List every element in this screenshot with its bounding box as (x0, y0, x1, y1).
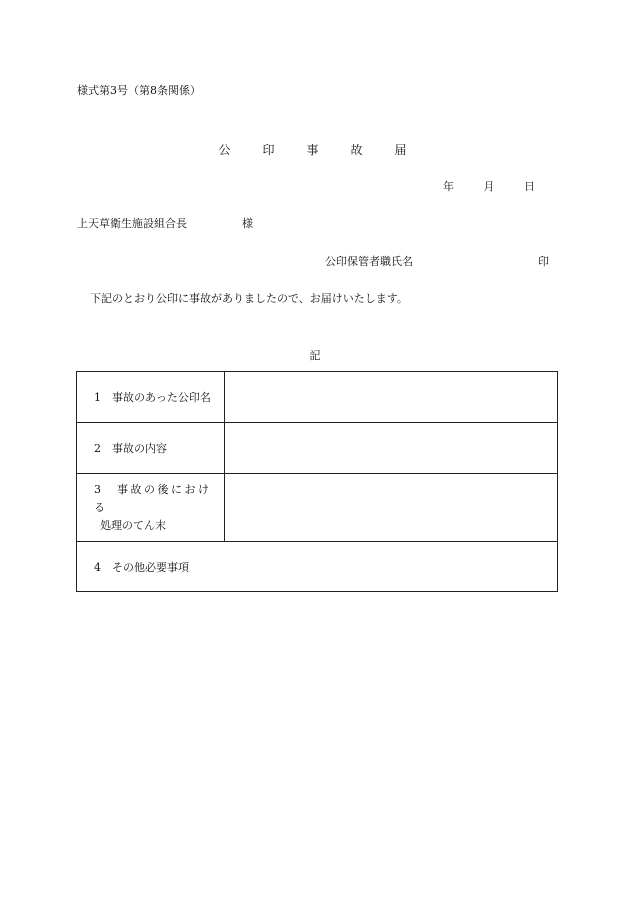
row-label-incident-details: 2 事故の内容 (77, 423, 225, 474)
addressee-name: 上天草衛生施設組合長 (77, 217, 187, 230)
row-label-line-2: 処理のてん末 (100, 518, 166, 532)
notice-text: 下記のとおり公印に事故がありましたので、お届けいたします。 (90, 292, 408, 305)
custodian-label: 公印保管者職氏名 (325, 255, 413, 268)
row-value-seal-name[interactable] (225, 372, 558, 423)
addressee-honorific: 様 (242, 217, 253, 230)
row-value-post-incident-handling[interactable] (225, 474, 558, 542)
seal-mark: 印 (538, 255, 549, 268)
date-day-label: 日 (524, 180, 535, 193)
table-row (77, 542, 558, 592)
form-number: 様式第3号（第8条関係） (77, 84, 201, 97)
date-month-label: 月 (483, 180, 495, 193)
incident-table (76, 371, 558, 592)
date-year-label: 年 (443, 180, 454, 193)
row-label-seal-name: 1 事故のあった公印名 (77, 372, 225, 423)
ki-heading: 記 (309, 349, 321, 362)
row-value-incident-details[interactable] (225, 423, 558, 474)
row-label-other-matters[interactable]: 4 その他必要事項 (77, 542, 558, 592)
date-line (443, 180, 535, 193)
table-row (77, 474, 558, 542)
row-label-post-incident-handling (77, 474, 225, 542)
document-title: 公 印 事 故 届 (218, 143, 417, 157)
table-row (77, 423, 558, 474)
table-row (77, 372, 558, 423)
row-label-line-1: 3 事故の後における (94, 482, 212, 514)
